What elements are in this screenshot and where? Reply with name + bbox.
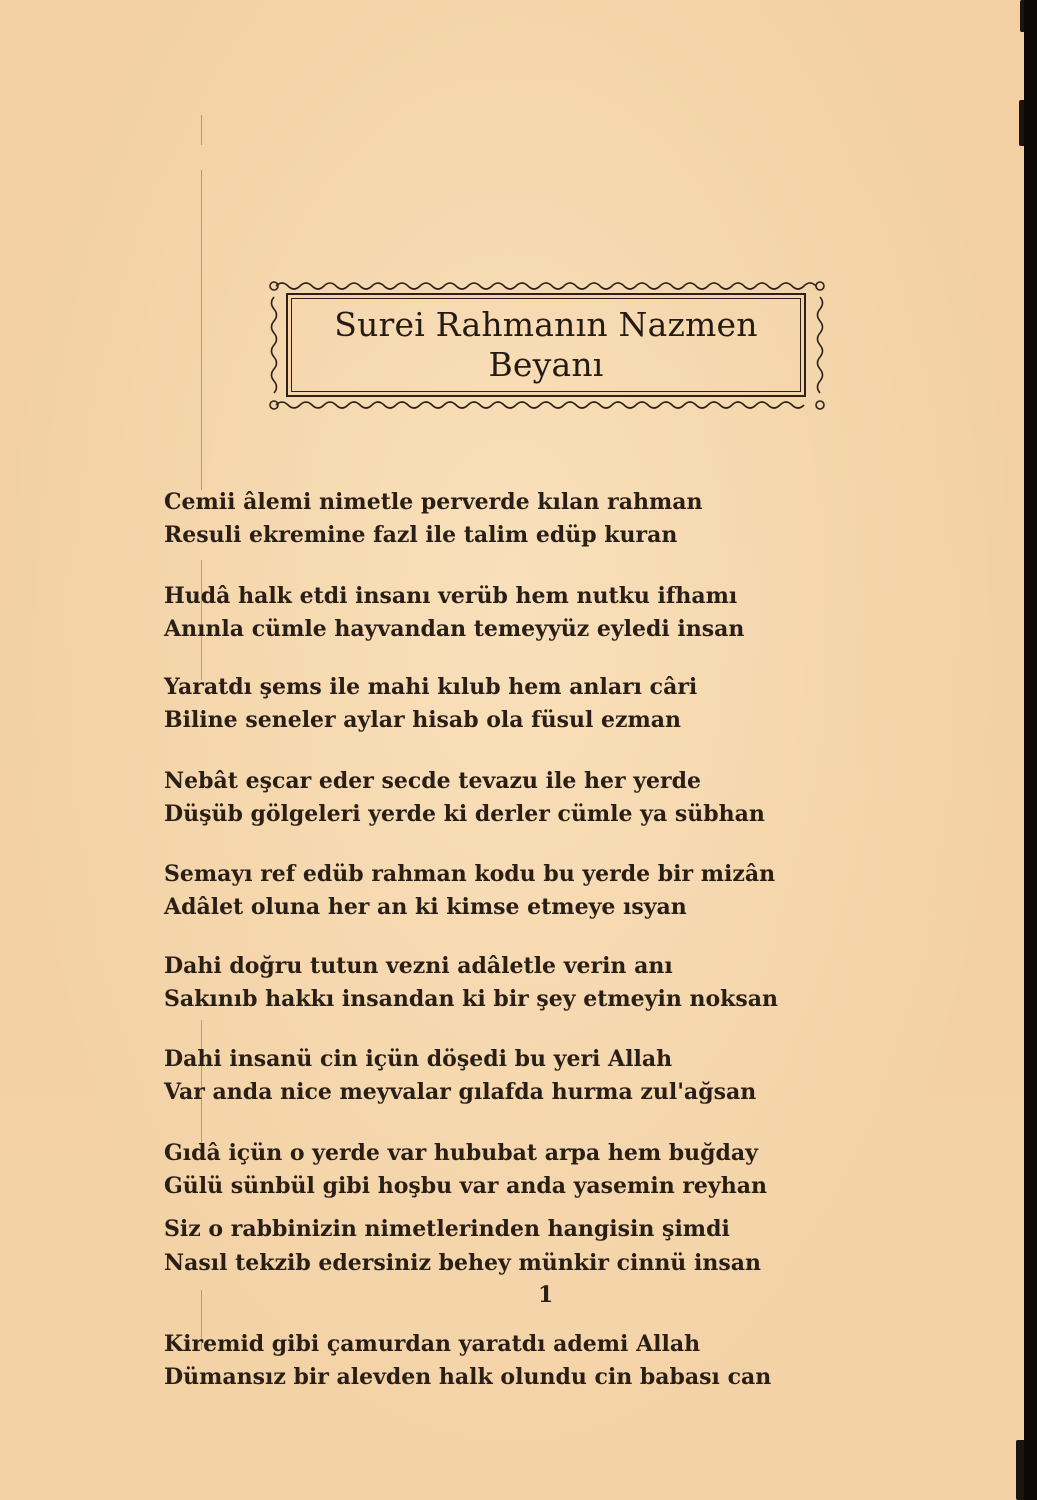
verse-line: Dahi insanü cin içün döşedi bu yeri Allah	[164, 1046, 673, 1072]
verse-line: Yaratdı şems ile mahi kılub hem anları câri	[164, 674, 698, 700]
verse-line: Cemii âlemi nimetle perverde kılan rahman	[164, 489, 703, 515]
verse-line: Gıdâ içün o yerde var hububat arpa hem buğday	[164, 1140, 758, 1166]
verse-line: Dümansız bir alevden halk olundu cin babası can	[164, 1364, 772, 1390]
verse-line: Anınla cümle hayvandan temeyyüz eyledi insan	[164, 616, 745, 642]
verse-line: Semayı ref edüb rahman kodu bu yerde bir mizân	[164, 861, 776, 887]
verse-line: Adâlet oluna her an ki kimse etmeye ısyan	[164, 894, 687, 920]
verse-line: Biline seneler aylar hisab ola füsul ezman	[164, 707, 682, 733]
page-title-line-2: Beyanı	[488, 345, 604, 384]
verse-line: Resuli ekremine fazl ile talim edüp kuran	[164, 522, 678, 548]
title-frame	[266, 277, 828, 413]
verse-line: Gülü sünbül gibi hoşbu var anda yasemin reyhan	[164, 1173, 767, 1199]
verse-line: Siz o rabbinizin nimetlerinden hangisin şimdi	[164, 1216, 730, 1242]
verse-line: Hudâ halk etdi insanı verüb hem nutku ifhamı	[164, 583, 738, 609]
verse-line: Dahi doğru tutun vezni adâletle verin anı	[164, 953, 673, 979]
verse-line: Var anda nice meyvalar gılafda hurma zul'ağsan	[164, 1079, 757, 1105]
verse-line: Nebât eşcar eder secde tevazu ile her yerde	[164, 768, 702, 794]
verse-line: Nasıl tekzib edersiniz behey münkir cinnü insan	[164, 1250, 761, 1276]
page-title-line-1: Surei Rahmanın Nazmen	[334, 305, 758, 344]
page-number: 1	[538, 1282, 554, 1308]
fold-crease	[201, 170, 202, 490]
fold-crease	[201, 115, 202, 145]
verse-line: Kiremid gibi çamurdan yaratdı ademi Allah	[164, 1331, 701, 1357]
verse-line: Sakınıb hakkı insandan ki bir şey etmeyin noksan	[164, 986, 779, 1012]
scan-edge	[1024, 0, 1037, 1500]
title-box	[286, 293, 806, 397]
verse-line: Düşüb gölgeleri yerde ki derler cümle ya sübhan	[164, 801, 765, 827]
